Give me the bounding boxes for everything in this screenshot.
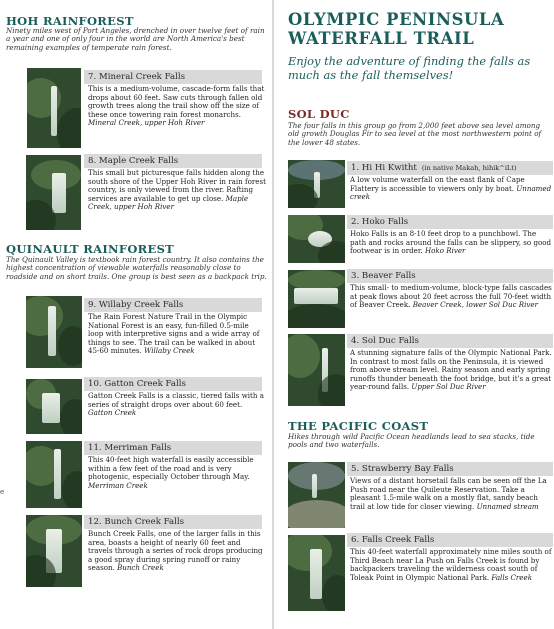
section-heading-hoh: HOH RAINFOREST xyxy=(6,14,134,28)
falls-description-4: A stunning signature falls of the Olympic National Park. In contrast to most falls on the Peninsula, it is viewed from above stream level. Rainy season and early spring runoffs thunder beneath the foot bridge, but it's a great year-round falls. Upper Sol Duc River xyxy=(350,348,552,392)
falls-location-1: Unnamed creek xyxy=(350,183,552,202)
waterfall-photo-10 xyxy=(26,379,82,434)
falls-description-5: Views of a distant horsetail falls can be seen off the La Push road near the Quileute Reservation. Take a pleasant 1.5-mile walk on a mostly flat, sandy beach trail at low tide for closer viewing. Unnamed stream xyxy=(350,476,547,511)
edge-mark: e xyxy=(0,488,5,496)
falls-title-3: 3. Beaver Falls xyxy=(347,269,553,283)
falls-title-9: 9. Willaby Creek Falls xyxy=(84,298,262,312)
falls-description-2: Hoko Falls is an 8-10 feet drop to a punchbowl. The path and rocks around the falls can be slippery, so good footwear is in order. Hoko River xyxy=(350,229,552,256)
right-column xyxy=(272,0,554,629)
falls-description-8: This small but picturesque falls hidden along the south shore of the Upper Hoh River in rain forest country, is only viewed from the river. Rafting services are available to get up close. Maple Creek, upper Hoh River xyxy=(88,168,266,212)
section-intro-quinault: The Quinault Valley is textbook rain forest country. It also contains the highest concentration of viewable waterfalls reasonably close to roadside and on short trails. One group is best seen as a backpack trip. xyxy=(6,255,267,281)
falls-description-11: This 40-feet high waterfall is easily accessible within a few feet of the road and is very photogenic, especially October through May. Merriman Creek xyxy=(88,455,254,490)
falls-description-6: This 40-feet waterfall approximately nine miles south of Third Beach near La Push on Falls Creek is found by backpackers traveling the wilderness coast south of Toleak Point in Olympic National Park. Falls Creek xyxy=(350,547,552,582)
page-subtitle: Enjoy the adventure of finding the falls as much as the fall themselves! xyxy=(288,54,531,82)
section-intro-solduc: The four falls in this group go from 2,000 feet above sea level among old growth Douglas Fir to sea level at the most northwestern point of the lower 48 states. xyxy=(288,121,542,147)
falls-location-7: Mineral Creek, upper Hoh River xyxy=(88,118,205,128)
waterfall-photo-8 xyxy=(26,155,81,230)
waterfall-photo-6 xyxy=(288,535,345,611)
falls-location-4: Upper Sol Duc River xyxy=(411,382,486,392)
falls-note-1: (in native Makah, hihik^iLt) xyxy=(421,164,517,172)
waterfall-photo-2 xyxy=(288,215,345,263)
waterfall-photo-9 xyxy=(26,296,82,368)
waterfall-photo-3 xyxy=(288,270,345,328)
waterfall-photo-12 xyxy=(26,515,82,587)
waterfall-photo-5 xyxy=(288,462,345,528)
falls-description-1: A low volume waterfall on the east flank of Cape Flattery is accessible to viewers only by boat. Unnamed creek xyxy=(350,175,552,202)
falls-location-2: Hoko River xyxy=(424,246,466,256)
falls-location-10: Gatton Creek xyxy=(88,408,137,418)
falls-location-8: Maple Creek, upper Hoh River xyxy=(88,193,249,212)
falls-location-5: Unnamed stream xyxy=(476,501,539,511)
falls-description-3: This small- to medium-volume, block-type falls cascades at peak flows about 20 feet across the full 70-feet width of Beaver Creek. Beaver Creek, lower Sol Duc River xyxy=(350,283,552,310)
falls-title-12: 12. Bunch Creek Falls xyxy=(84,515,262,529)
falls-location-12: Bunch Creek xyxy=(117,563,164,573)
section-heading-solduc: SOL DUC xyxy=(288,107,350,121)
falls-description-12: Bunch Creek Falls, one of the larger falls in this area, boasts a height of nearly 60 feet and travels through a series of rock drops producing a good spray during spring runoff or rainy season. Bunch Creek xyxy=(88,529,263,573)
falls-title-2: 2. Hoko Falls xyxy=(347,215,553,229)
waterfall-photo-7 xyxy=(27,68,81,148)
section-intro-coast: Hikes through wild Pacific Ocean headlands lead to sea stacks, tide pools and two waterfalls. xyxy=(288,432,535,450)
waterfall-photo-1 xyxy=(288,160,345,208)
falls-location-6: Falls Creek xyxy=(491,572,533,582)
falls-location-9: Willaby Creek xyxy=(144,346,195,356)
left-column xyxy=(0,0,272,629)
waterfall-photo-4 xyxy=(288,334,345,406)
falls-description-7: This is a medium-volume, cascade-form falls that drops about 60 feet. Saw cuts through fallen old growth trees along the trail show off the size of these once towering rain forest monarchs. Mineral Creek, upper Hoh River xyxy=(88,84,265,128)
falls-title-4: 4. Sol Duc Falls xyxy=(347,334,553,348)
falls-location-3: Beaver Creek, lower Sol Duc River xyxy=(412,300,539,310)
falls-title-5: 5. Strawberry Bay Falls xyxy=(347,462,553,476)
section-heading-coast: THE PACIFIC COAST xyxy=(288,419,429,433)
waterfall-photo-11 xyxy=(26,441,82,508)
falls-title-6: 6. Falls Creek Falls xyxy=(347,533,553,547)
falls-title-11: 11. Merriman Falls xyxy=(84,441,262,455)
falls-title-8: 8. Maple Creek Falls xyxy=(84,154,262,168)
section-intro-hoh: Ninety miles west of Port Angeles, drenched in over twelve feet of rain a year and one of only four in the world are North America's best remaining examples of temperate rain forest. xyxy=(6,26,265,52)
falls-title-10: 10. Gatton Creek Falls xyxy=(84,377,262,391)
falls-description-9: The Rain Forest Nature Trail in the Olympic National Forest is an easy, fun-filled 0.5-mile loop with interpretive signs and a wide array of things to see. The trail can be walked in about 45-60 minutes. Willaby Creek xyxy=(88,312,260,356)
page-title: OLYMPIC PENINSULA WATERFALL TRAIL xyxy=(288,10,505,48)
falls-title-7: 7. Mineral Creek Falls xyxy=(84,70,262,84)
falls-location-11: Merriman Creek xyxy=(88,480,148,490)
falls-title-1: 1. Hi Hi Kwitht (in native Makah, hihik^iLt) xyxy=(347,161,553,175)
section-heading-quinault: QUINAULT RAINFOREST xyxy=(6,242,175,256)
falls-description-10: Gatton Creek Falls is a classic, tiered falls with a series of straight drops over about 60 feet. Gatton Creek xyxy=(88,391,264,418)
